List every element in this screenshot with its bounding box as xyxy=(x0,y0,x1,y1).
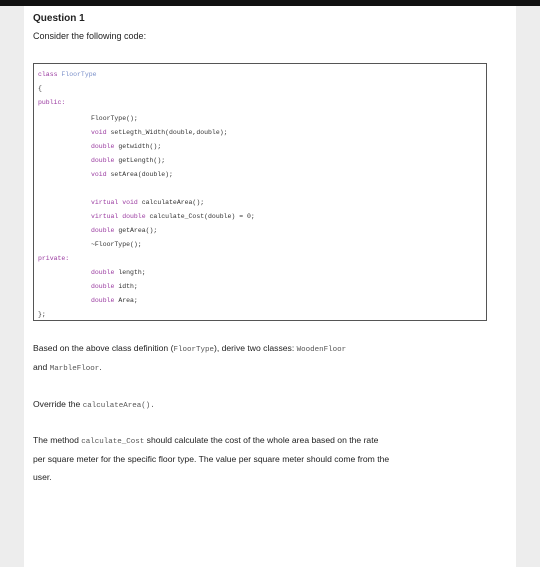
code-line-setlength: void setLegth_Width(double,double); xyxy=(91,129,228,136)
question-subtitle: Consider the following code: xyxy=(33,31,147,41)
code-line-open-brace: { xyxy=(38,85,42,92)
paragraph-method-line2: per square meter for the specific floor type. The value per square meter should come from the xyxy=(33,454,390,464)
code-line-public: public: xyxy=(38,99,66,106)
code-line-class: class FloorType xyxy=(38,71,97,78)
code-line-length: double length; xyxy=(91,269,146,276)
question-title: Question 1 xyxy=(33,13,85,24)
paragraph-override: Override the calculateArea(). xyxy=(33,399,155,410)
code-line-calculatecost: virtual double calculate_Cost(double) = 0; xyxy=(91,213,255,220)
code-line-getarea: double getArea(); xyxy=(91,227,158,234)
code-line-getwidth: double getwidth(); xyxy=(91,143,162,150)
paragraph-method-line3: user. xyxy=(33,472,52,482)
paragraph-method: The method calculate_Cost should calculate the cost of the whole area based on the rate xyxy=(33,435,379,446)
paragraph-derive-line2: and MarbleFloor. xyxy=(33,362,102,373)
code-line-area: double Area; xyxy=(91,297,138,304)
paragraph-derive: Based on the above class definition (FloorType), derive two classes: WoodenFloor xyxy=(33,343,347,354)
code-line-constructor: FloorType(); xyxy=(91,115,138,122)
code-line-close-brace: }; xyxy=(38,311,46,318)
code-line-getlength: double getLength(); xyxy=(91,157,166,164)
code-line-setarea: void setArea(double); xyxy=(91,171,173,178)
code-line-private: private: xyxy=(38,255,70,262)
code-line-destructor: ~FloorType(); xyxy=(91,241,142,248)
code-line-idth: double idth; xyxy=(91,283,138,290)
code-line-calculatearea: virtual void calculateArea(); xyxy=(91,199,205,206)
